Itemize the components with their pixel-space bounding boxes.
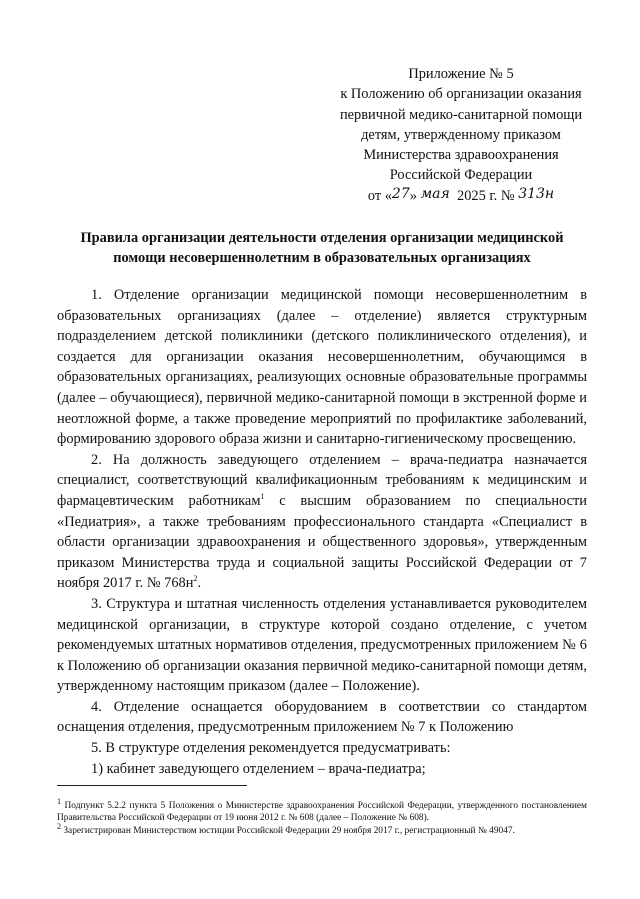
paragraph-5-item-1: 1) кабинет заведующего отделением – врача-педиатра;: [91, 760, 426, 777]
footnote-mark-1: 1: [57, 796, 61, 806]
date-mid: »: [409, 187, 417, 204]
document-title: Правила организации деятельности отделения организации медицинской помощи несовершеннолетним в образовательных организациях: [80, 230, 564, 266]
appendix-ref-line: первичной медико-санитарной помощи: [339, 106, 583, 123]
paragraph-2-text-a: 2. На должность заведующего отделением – врача-педиатра назначается специалист, соответствующий квалификационным требованиям к медицинским и фармацевтическим работникам: [57, 451, 587, 509]
appendix-ref-line: к Положению об организации оказания: [340, 86, 582, 103]
footnote-1: [57, 796, 587, 824]
date-prefix: от «: [367, 187, 392, 204]
footnote-mark-2: 2: [57, 821, 61, 831]
paragraph-4: 4. Отделение оснащается оборудованием в соответствии со стандартом оснащения отделения, предусмотренным приложением № 7 к Положению: [57, 698, 587, 736]
paragraph-1: 1. Отделение организации медицинской помощи несовершеннолетним в образовательных организациях (далее – отделение) является структурным подразделением детской поликлиники (детского поликлинического отделения), и создается для организации оказания несовершеннолетним, обучающимся в образовательных организациях, реализующих основные образовательные программы (далее – обучающиеся), первичной медико-санитарной помощи в экстренной форме и неотложной форме, а также проведение мероприятий по профилактике заболеваний, формированию здорового образа жизни и санитарно-гигиеническому просвещению.: [57, 287, 587, 448]
document-body: [57, 285, 587, 779]
footnote-ref-2[interactable]: 2: [193, 574, 198, 584]
handwritten-month: мая: [420, 185, 450, 202]
footnote-2: [57, 821, 587, 837]
appendix-ref-line: детям, утвержденному приказом: [361, 126, 561, 143]
appendix-header: [330, 64, 592, 206]
paragraph-2-text-b: с высшим образованием по специальности «Педиатрия», а также требованиям профессионального стандарта «Специалист в области организации здравоохранения и общественного здоровья», утвержденным приказом Министерства труда и социальной защиты Российской Федерации от 7 ноября 2017 г. № 768н: [57, 492, 587, 592]
paragraph-5: 5. В структуре отделения рекомендуется предусматривать:: [91, 740, 451, 757]
paragraph-2: [57, 450, 587, 594]
appendix-number: Приложение № 5: [408, 66, 514, 82]
order-date-line: [330, 186, 592, 206]
handwritten-day: 27: [391, 185, 410, 202]
appendix-ref-line: Российской Федерации: [389, 167, 533, 184]
handwritten-order-number: 313н: [518, 185, 555, 202]
footnotes: [57, 796, 587, 838]
appendix-ref-line: Министерства здравоохранения: [363, 147, 559, 164]
footnote-ref-1[interactable]: 1: [260, 492, 265, 502]
paragraph-3: 3. Структура и штатная численность отделения устанавливается руководителем медицинской организации, в структуре которой создано отделение, с учетом рекомендуемых штатных нормативов отделения, предусмотренных приложением № 6 к Положению об организации оказания первичной медико-санитарной помощи детям, утвержденному настоящим приказом (далее – Положение).: [57, 595, 587, 695]
date-year: 2025 г. №: [457, 187, 515, 204]
footnote-2-text: Зарегистрирован Министерством юстиции Российской Федерации 29 ноября 2017 г., регистрационный № 49047.: [61, 825, 515, 836]
footnote-1-text: Подпункт 5.2.2 пункта 5 Положения о Министерстве здравоохранения Российской Федерации, утвержденного постановлением Правительства Российской Федерации от 19 июня 2012 г. № 608 (далее – Положение № 608).: [57, 801, 587, 824]
paragraph-2-text-c: .: [197, 575, 202, 592]
footnote-divider: [57, 785, 247, 786]
